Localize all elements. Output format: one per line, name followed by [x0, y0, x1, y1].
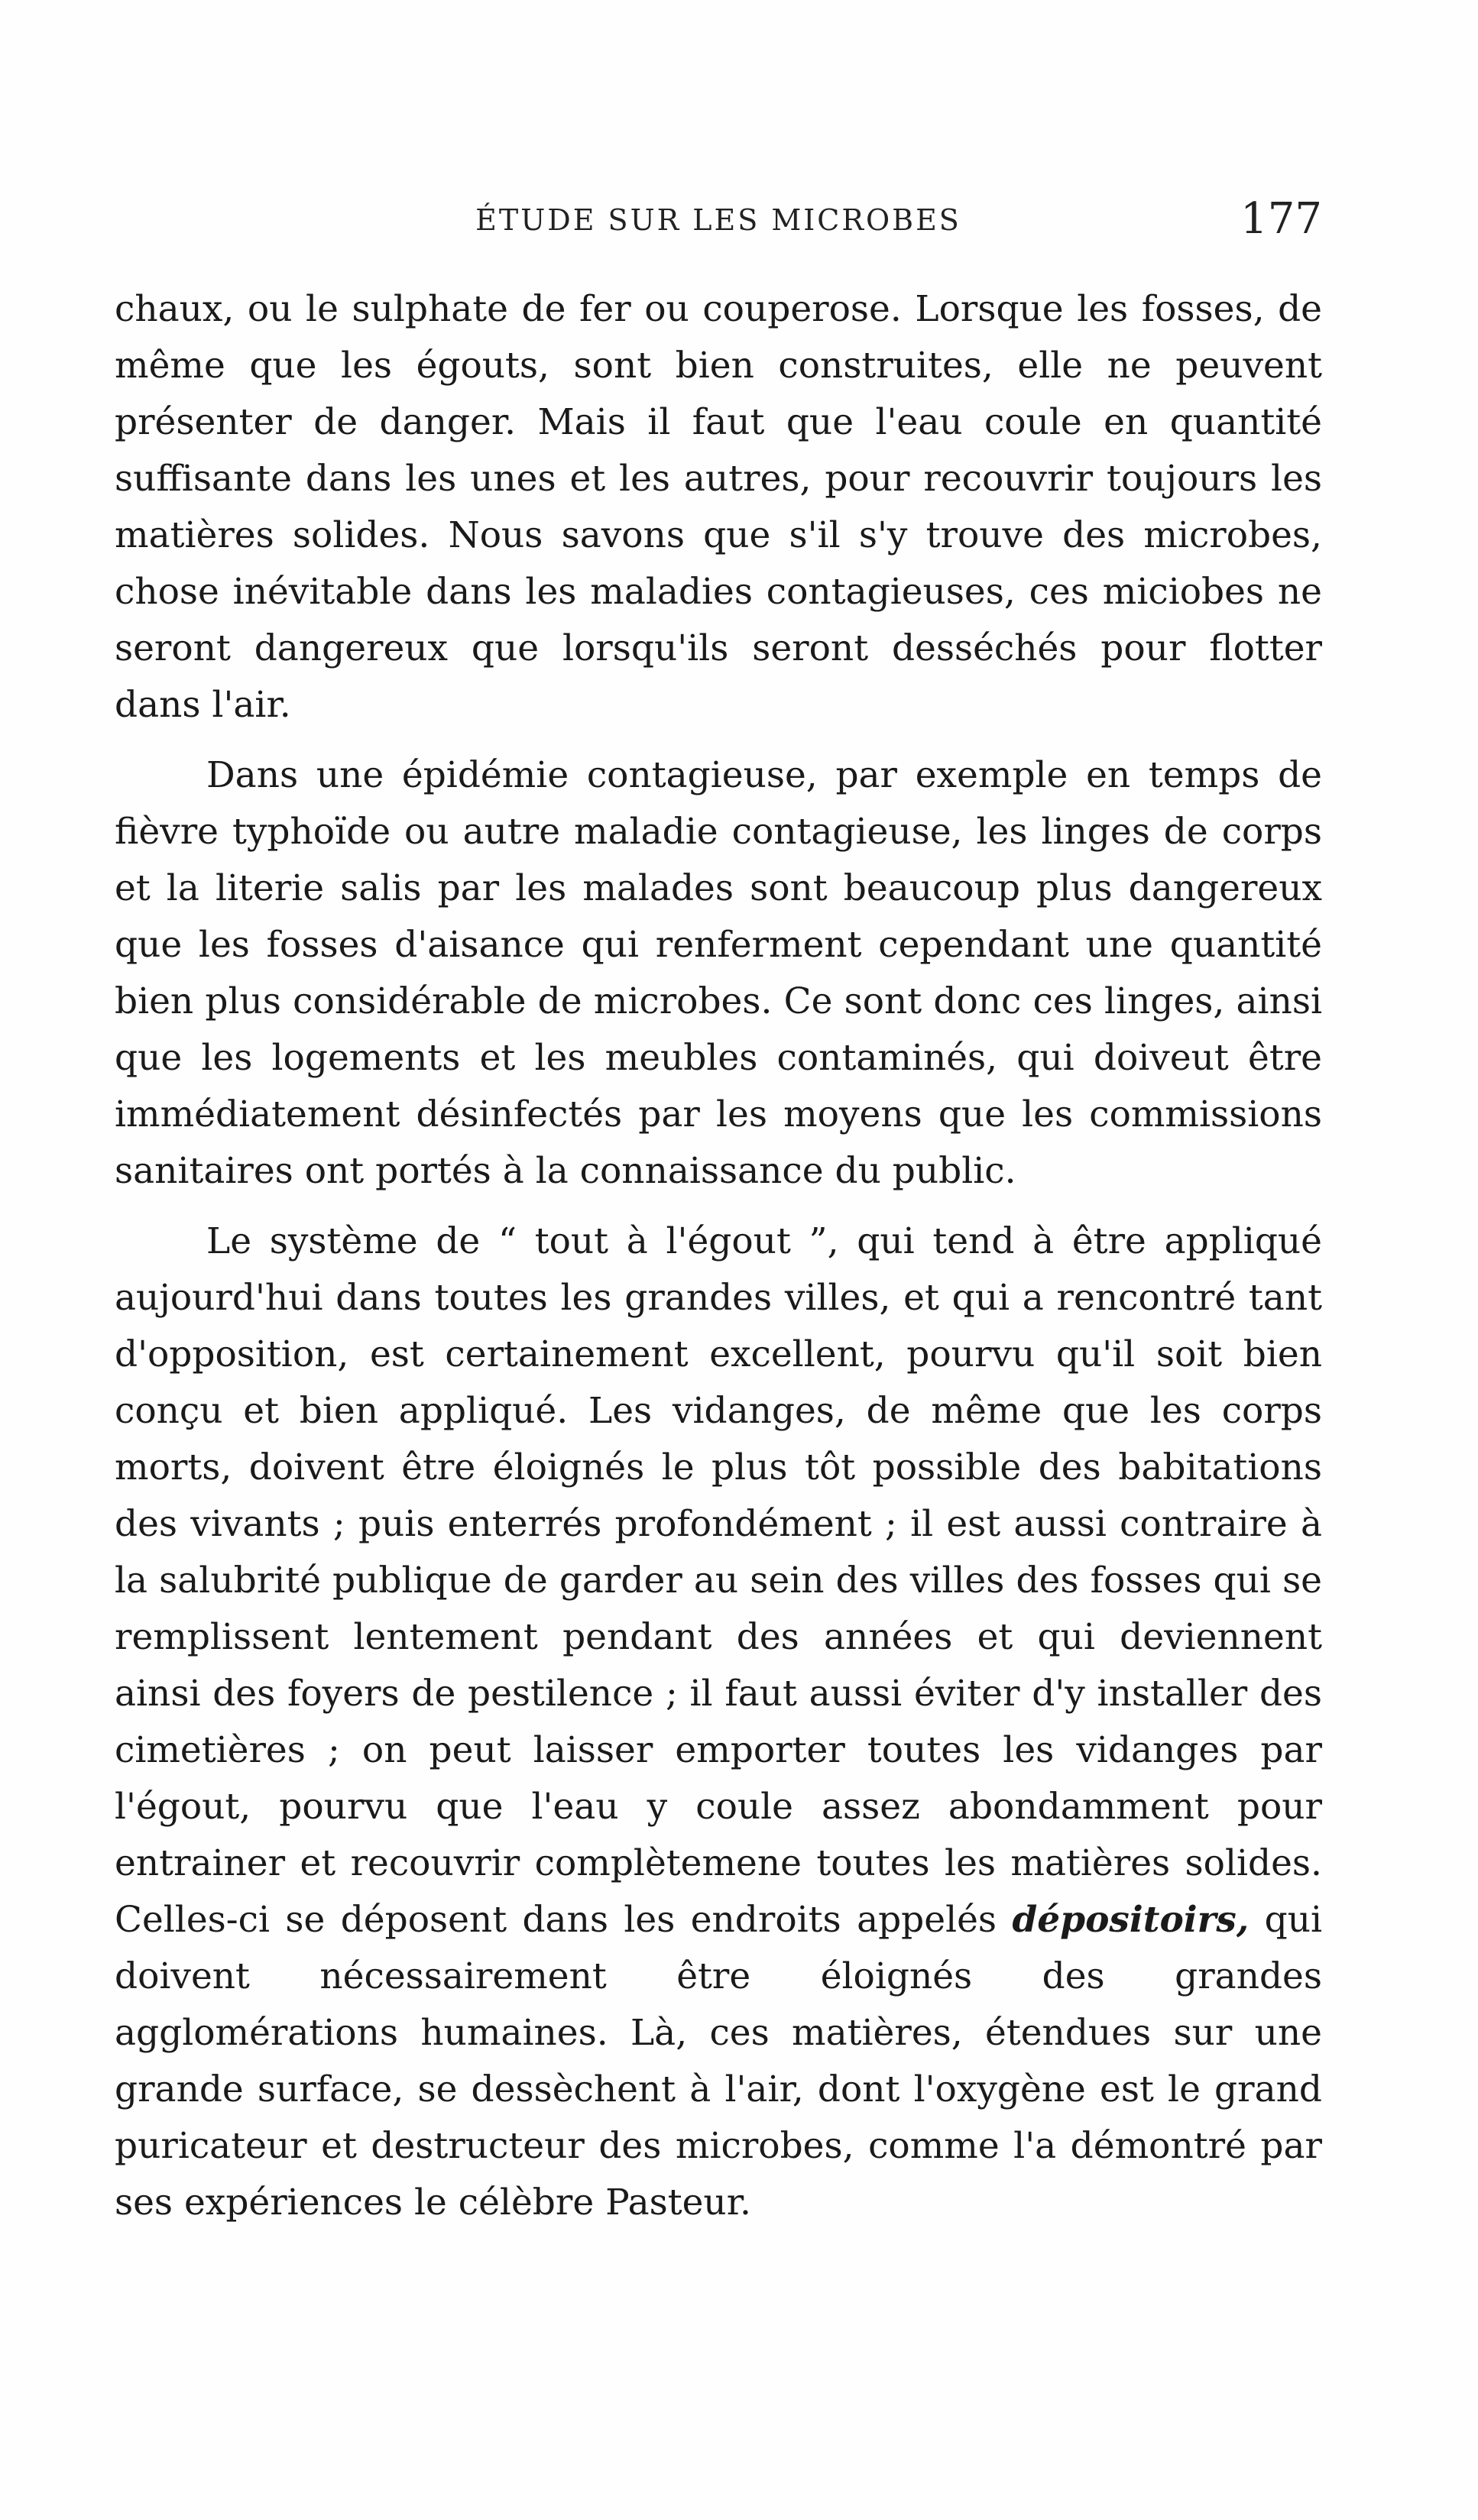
running-head [115, 189, 1322, 258]
body-text [115, 281, 1322, 2231]
running-title: ÉTUDE SUR LES MICROBES [475, 203, 961, 237]
italic-term: dépositoirs, [1012, 1899, 1249, 1941]
paragraph-1: chaux, ou le sulphate de fer ou couperose. Lorsque les fosses, de même que les égouts, sont bien construites, elle ne peuvent présenter de danger. Mais il faut que l'eau coule en quantité suffisante dans les unes et les autres, pour recouvrir toujours les matières solides. Nous savons que s'il s'y trouve des microbes, chose inévitable dans les maladies contagieuses, ces miciobes ne seront dangereux que lorsqu'ils seront desséchés pour flotter dans l'air. [115, 288, 1322, 726]
paragraph-3 [115, 1213, 1322, 2231]
paragraph-3-text-after: qui doivent nécessairement être éloignés des grandes agglomérations humaines. Là, ces matières, étendues sur une grande surface, se dessèchent à l'air, dont l'oxygène est le grand puricateur et destructeur des microbes, comme l'a démontré par ses expériences le célèbre Pasteur. [115, 1899, 1323, 2224]
paragraph-2: Dans une épidémie contagieuse, par exemple en temps de fièvre typhoïde ou autre maladie contagieuse, les linges de corps et la literie salis par les malades sont beaucoup plus dangereux que les fosses d'aisance qui renferment cependant une quantité bien plus considérable de microbes. Ce sont donc ces linges, ainsi que les logements et les meubles contaminés, qui doiveut être immédiatement désinfectés par les moyens que les commissions sanitaires ont portés à la connaissance du public. [115, 754, 1322, 1192]
page-number: 177 [1240, 194, 1322, 244]
paragraph-3-text-before: Le système de “ tout à l'égout ”, qui tend à être appliqué aujourd'hui dans toutes les grandes villes, et qui a rencontré tant d'opposition, est certainement excellent, pourvu qu'il soit bien conçu et bien appliqué. Les vidanges, de même que les corps morts, doivent être éloignés le plus tôt possible des babitations des vivants ; puis enterrés profondément ; il est aussi contraire à la salubrité publique de garder au sein des villes des fosses qui se remplissent lentement pendant des années et qui deviennent ainsi des foyers de pestilence ; il faut aussi éviter d'y installer des cimetières ; on peut laisser emporter toutes les vidanges par l'égout, pourvu que l'eau y coule assez abondamment pour entrainer et recouvrir complètemene toutes les matières solides. Celles-ci se déposent dans les endroits appelés [115, 1220, 1322, 1941]
